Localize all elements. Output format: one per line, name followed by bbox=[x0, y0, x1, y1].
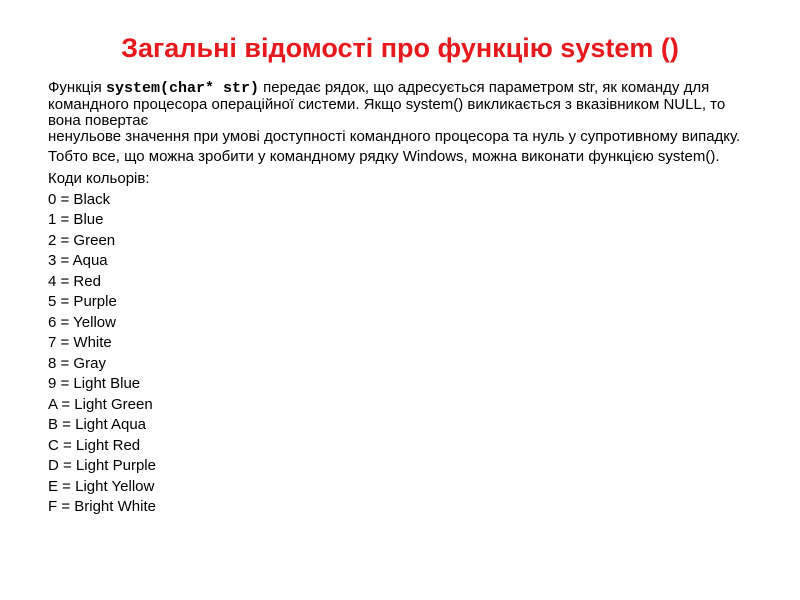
paragraph-intro bbox=[48, 80, 748, 129]
color-code-item: 6 = Yellow bbox=[48, 313, 116, 331]
color-codes-heading: Коди кольорів: bbox=[48, 170, 150, 187]
slide-title: Загальні відомості про функцію system () bbox=[121, 33, 679, 63]
color-code-item: F = Bright White bbox=[48, 498, 156, 515]
color-code-item: 0 = Black bbox=[48, 190, 111, 208]
function-signature: system(char* str) bbox=[105, 80, 259, 97]
color-code-item: 8 = Gray bbox=[48, 354, 106, 372]
paragraph-return-value: ненульове значення при умові доступності командного процесора та нуль у супротивному випадку. bbox=[48, 128, 741, 145]
color-codes-list bbox=[48, 190, 748, 518]
color-code-item: 2 = Green bbox=[48, 231, 116, 249]
color-code-item: 7 = White bbox=[48, 334, 112, 351]
color-code-item: E = Light Yellow bbox=[48, 477, 155, 495]
paragraph-windows: Тобто все, що можна зробити у командному рядку Windows, можна виконати функцією system(). bbox=[48, 148, 720, 165]
color-code-item: 9 = Light Blue bbox=[48, 375, 141, 392]
intro-text-post: передає рядок, що адресується параметром str, як команду для командного процесора операційної системи. Якщо system() викликається з вказівником NULL, то вона повертає bbox=[48, 79, 726, 129]
color-code-item: C = Light Red bbox=[48, 436, 141, 454]
color-code-item: 5 = Purple bbox=[48, 293, 117, 310]
color-code-item: D = Light Purple bbox=[48, 457, 156, 474]
color-code-item: 4 = Red bbox=[48, 272, 101, 290]
intro-text-pre: Функція bbox=[48, 79, 106, 96]
color-code-item: 1 = Blue bbox=[48, 211, 104, 228]
color-code-item: A = Light Green bbox=[48, 395, 153, 413]
color-code-item: B = Light Aqua bbox=[48, 416, 146, 433]
color-code-item: 3 = Aqua bbox=[48, 252, 108, 269]
slide-content bbox=[48, 80, 748, 518]
